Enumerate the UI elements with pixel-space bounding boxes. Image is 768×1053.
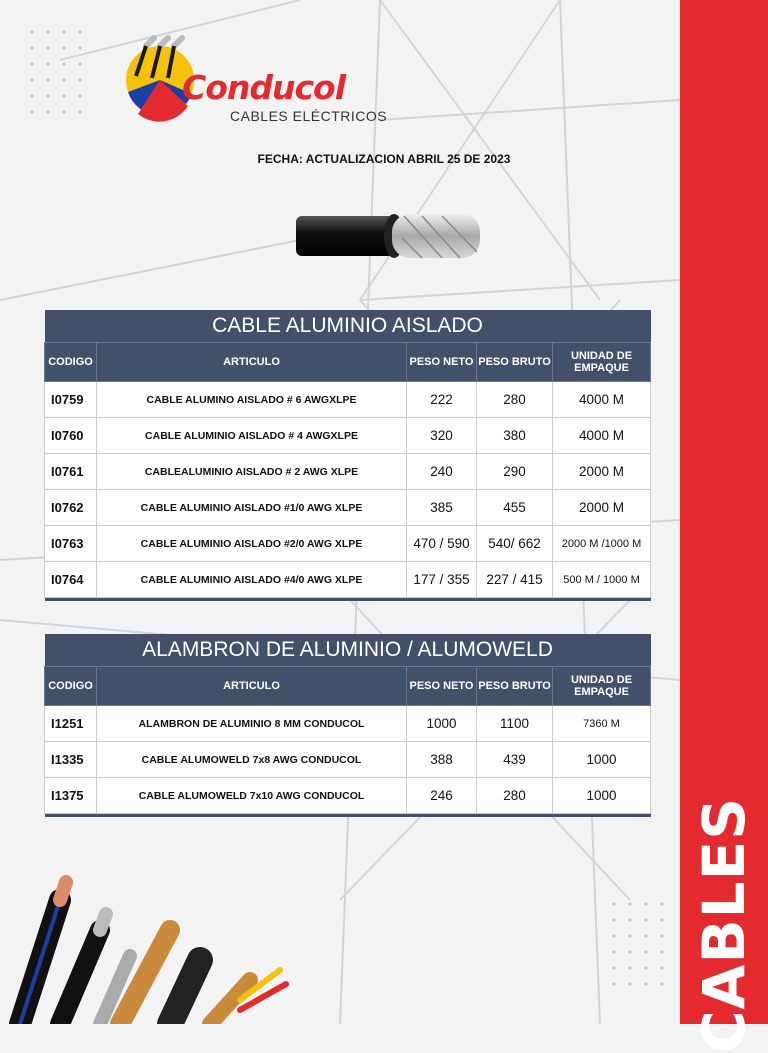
table-alambron-aluminio xyxy=(44,634,651,817)
table-divider xyxy=(45,598,651,602)
cell-codigo: I1251 xyxy=(45,706,97,742)
table-row xyxy=(45,778,651,814)
table-cable-aluminio-aislado xyxy=(44,310,651,601)
table-row xyxy=(45,454,651,490)
cell-peso-neto: 470 / 590 xyxy=(407,526,477,562)
table-title: CABLE ALUMINIO AISLADO xyxy=(45,310,651,343)
table-row xyxy=(45,742,651,778)
dot-grid-decoration xyxy=(28,28,108,128)
cell-peso-bruto: 290 xyxy=(477,454,553,490)
cell-peso-neto: 388 xyxy=(407,742,477,778)
cell-articulo: CABLE ALUMOWELD 7x8 AWG CONDUCOL xyxy=(97,742,407,778)
cell-peso-neto: 246 xyxy=(407,778,477,814)
cell-unidad: 2000 M xyxy=(553,490,651,526)
table-row xyxy=(45,706,651,742)
header-articulo: ARTICULO xyxy=(97,343,407,382)
header-articulo: ARTICULO xyxy=(97,667,407,706)
cell-peso-bruto: 540/ 662 xyxy=(477,526,553,562)
cell-peso-bruto: 1100 xyxy=(477,706,553,742)
table-row xyxy=(45,382,651,418)
cell-peso-bruto: 280 xyxy=(477,382,553,418)
cell-unidad: 2000 M /1000 M xyxy=(553,526,651,562)
cell-peso-bruto: 280 xyxy=(477,778,553,814)
cell-peso-bruto: 380 xyxy=(477,418,553,454)
cell-codigo: I1375 xyxy=(45,778,97,814)
cell-codigo: I1335 xyxy=(45,742,97,778)
header-peso-bruto: PESO BRUTO xyxy=(477,343,553,382)
cell-codigo: I0762 xyxy=(45,490,97,526)
cell-codigo: I0760 xyxy=(45,418,97,454)
cell-peso-neto: 1000 xyxy=(407,706,477,742)
cell-codigo: I0759 xyxy=(45,382,97,418)
cell-articulo: CABLE ALUMOWELD 7x10 AWG CONDUCOL xyxy=(97,778,407,814)
header-peso-bruto: PESO BRUTO xyxy=(477,667,553,706)
cell-articulo: CABLEALUMINIO AISLADO # 2 AWG XLPE xyxy=(97,454,407,490)
cell-codigo: I0764 xyxy=(45,562,97,598)
table-row xyxy=(45,526,651,562)
cell-peso-neto: 240 xyxy=(407,454,477,490)
table-title: ALAMBRON DE ALUMINIO / ALUMOWELD xyxy=(45,634,651,667)
cell-articulo: CABLE ALUMINIO AISLADO #4/0 AWG XLPE xyxy=(97,562,407,598)
brand-tagline: CABLES ELÉCTRICOS xyxy=(230,108,388,124)
cell-codigo: I0761 xyxy=(45,454,97,490)
cables-side-label: CABLES xyxy=(690,796,759,1053)
header-unidad-empaque: UNIDAD DE EMPAQUE xyxy=(553,667,651,706)
cell-peso-bruto: 227 / 415 xyxy=(477,562,553,598)
table-row xyxy=(45,418,651,454)
cell-peso-neto: 222 xyxy=(407,382,477,418)
cell-peso-bruto: 439 xyxy=(477,742,553,778)
update-date: FECHA: ACTUALIZACION ABRIL 25 DE 2023 xyxy=(257,152,511,166)
cell-peso-neto: 177 / 355 xyxy=(407,562,477,598)
cell-unidad: 7360 M xyxy=(553,706,651,742)
cell-unidad: 500 M / 1000 M xyxy=(553,562,651,598)
table-row xyxy=(45,490,651,526)
header-peso-neto: PESO NETO xyxy=(407,667,477,706)
header-unidad-empaque: UNIDAD DE EMPAQUE xyxy=(553,343,651,382)
cell-articulo: ALAMBRON DE ALUMINIO 8 MM CONDUCOL xyxy=(97,706,407,742)
cell-articulo: CABLE ALUMINIO AISLADO #2/0 AWG XLPE xyxy=(97,526,407,562)
dot-grid-decoration xyxy=(610,900,676,1010)
cell-unidad: 1000 xyxy=(553,742,651,778)
cell-unidad: 2000 M xyxy=(553,454,651,490)
brand-name: Conducol xyxy=(182,68,346,107)
cell-articulo: CABLE ALUMINO AISLADO # 6 AWGXLPE xyxy=(97,382,407,418)
header-codigo: CODIGO xyxy=(45,343,97,382)
header-peso-neto: PESO NETO xyxy=(407,343,477,382)
cell-peso-bruto: 455 xyxy=(477,490,553,526)
cell-articulo: CABLE ALUMINIO AISLADO # 4 AWGXLPE xyxy=(97,418,407,454)
cable-bundle-icon xyxy=(0,860,300,1024)
aluminum-cable-icon xyxy=(292,208,492,264)
cell-unidad: 4000 M xyxy=(553,382,651,418)
table-row xyxy=(45,562,651,598)
cell-peso-neto: 385 xyxy=(407,490,477,526)
cell-peso-neto: 320 xyxy=(407,418,477,454)
header-codigo: CODIGO xyxy=(45,667,97,706)
table-divider xyxy=(45,814,651,818)
cell-unidad: 1000 xyxy=(553,778,651,814)
cell-codigo: I0763 xyxy=(45,526,97,562)
cell-articulo: CABLE ALUMINIO AISLADO #1/0 AWG XLPE xyxy=(97,490,407,526)
cell-unidad: 4000 M xyxy=(553,418,651,454)
